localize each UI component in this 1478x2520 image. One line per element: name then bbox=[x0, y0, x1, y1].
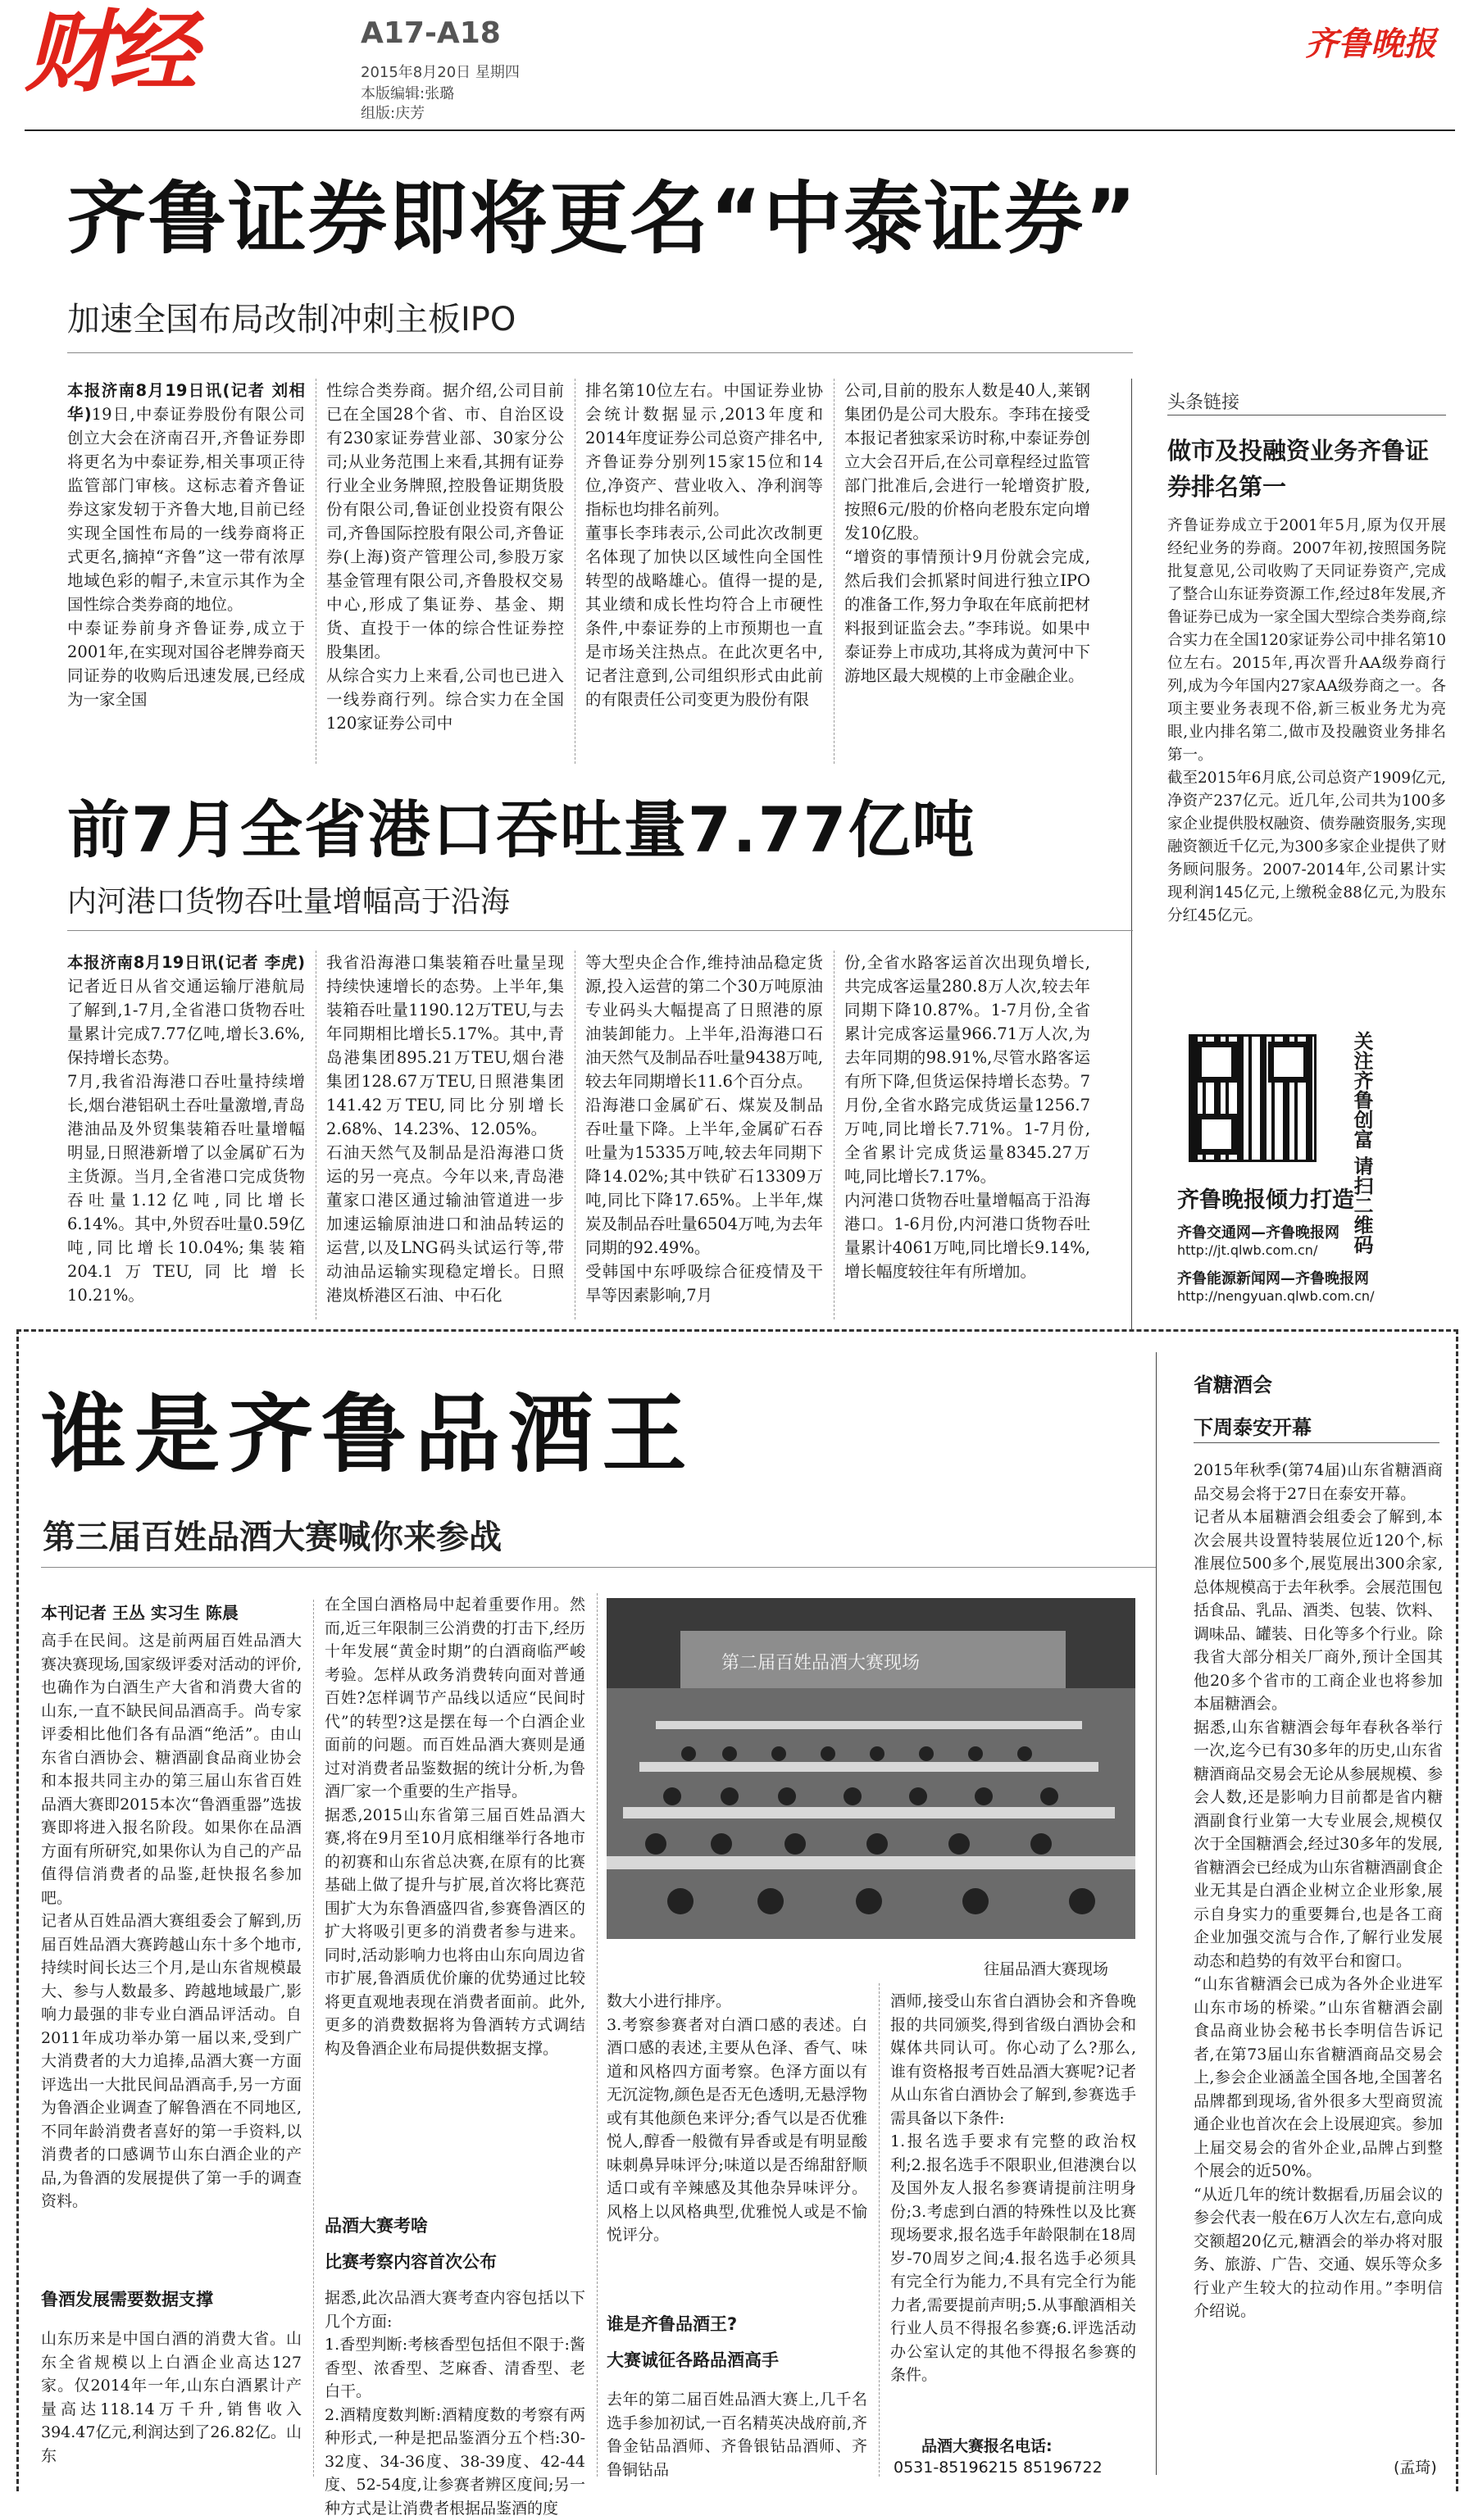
sidebar2-label: 省糖酒会 bbox=[1194, 1374, 1272, 1396]
ad-column-3b: 去年的第二届百姓品酒大赛上,几千名选手参加初试,一百名精英决战府前,齐鲁金钻品酒师、齐鲁银钻品酒师、齐鲁铜钻品 bbox=[607, 2391, 867, 2479]
ad-colrule-3 bbox=[879, 1983, 880, 2477]
editor-credit: 本版编辑:张璐 bbox=[361, 85, 455, 102]
story1-subhead: 加速全国布局改制冲刺主板IPO bbox=[67, 301, 516, 338]
sidebar2-signoff: (孟琦) bbox=[1394, 2459, 1437, 2477]
ad-colrule-2 bbox=[597, 1593, 598, 2477]
story1-column-4: 公司,目前的股东人数是40人,莱钢集团仍是公司大股东。李玮在接受本报记者独家采访时称,中泰证券创立大会召开后,在公司章程经过监管部门批准后,会进行一轮增资扩股,按照6元/股的价格向老股东定向增发10亿股。 “增资的事情预计9月份就会完成,然后我们会抓紧时间进行独立IPO的准备工作,努力争取在年底前把材料报到证监会去。”李玮说。如果中泰证券上市成功,其将成为黄河中下游地区最大规模的上市金融企业。 bbox=[844, 381, 1090, 685]
promo-url1[interactable]: http://jt.qlwb.com.cn/ bbox=[1177, 1242, 1318, 1258]
contest-photo bbox=[607, 1598, 1135, 1939]
promo-slogan: 齐鲁晚报倾力打造 bbox=[1177, 1187, 1354, 1213]
story2-headline: 前7月全省港口吞吐量7.77亿吨 bbox=[67, 793, 976, 866]
ad-column-1: 高手在民间。这是前两届百姓品酒大赛决赛现场,国家级评委对活动的评价,也确作为白酒生产大省和消费大省的山东,一直不缺民间品酒高手。尚专家评委相比他们各有品酒“绝活”。由山东省白酒协会、糖酒副食品商业协会和本报共同主办的第三届山东省百姓品酒大赛即2015本次“鲁酒重器”选拔赛即将进入报名阶段。如果你在品酒方面有所研究,如果你认为自己的产品值得信消费者的品鉴,赶快报名参加吧。 记者从百姓品酒大赛组委会了解到,历届百姓品酒大赛跨越山东十多个地市,持续时间长达三个月,是山东省规模最大、参与人数最多、跨越地域最广,影响力最强的非专业白酒品评活动。自2011年成功举办第一届以来,受到广大消费者的大力追捧,品酒大赛一方面评选出一大批民间品酒高手,另一方面为鲁酒企业调查了解鲁酒在不同地区,不同年龄消费者喜好的第一手资料,以消费者的口感调节山东白酒企业的产品,为鲁酒的发展提供了第一手的调查资料。 bbox=[41, 1632, 302, 2210]
story1-column-2: 性综合类券商。据介绍,公司目前已在全国28个省、市、自治区设有230家证券营业部、30家分公司;从业务范围上来看,其拥有证券行业全业务牌照,控股鲁证期货股份有限公司,鲁证创业投资有限公司,齐鲁国际控股有限公司,齐鲁证券(上海)资产管理公司,参股万家基金管理有限公司,齐鲁股权交易中心,形成了集证券、基金、期货、直投于一体的综合性证券控股集团。 从综合实力上来看,公司也已进入一线券商行列。综合实力在全国120家证券公司中 bbox=[326, 381, 564, 733]
story2-subhead: 内河港口货物吞吐量增幅高于沿海 bbox=[67, 885, 511, 919]
story2-column-3: 等大型央企合作,维持油品稳定货源,投入运营的第二个30万吨原油专业码头大幅提高了日照港的原油装卸能力。上半年,沿海港口石油天然气及制品吞吐量9438万吨,较去年同期增长11.6个百分点。 沿海港口金属矿石、煤炭及制品吞吐量下降。上半年,金属矿石吞吐量为15335万吨,较去年同期下降14.02%;其中铁矿石13309万吨,同比下降17.65%。上半年,煤炭及制品吞吐量6504万吨,为去年同期的92.49%。 受韩国中东呼吸综合征疫情及干旱等因素影响,7月 bbox=[585, 953, 823, 1305]
story1-col1-text: 19日,中泰证券股份有限公司创立大会在济南召开,齐鲁证券即将更名为中泰证券,相关事项正待监管部门审核。这标志着齐鲁证券这家发轫于齐鲁大地,目前已经实现全国性布局的一线券商将正式更名,摘掉“齐鲁”这一带有浓厚地域色彩的帽子,未宣示其作为全国性综合类券商的地位。 中泰证券前身齐鲁证券,成立于2001年,在实现对国谷老牌券商天同证券的收购后迅速发展,已经成为一家全国 bbox=[67, 405, 305, 709]
ad-colrule-1 bbox=[313, 1600, 314, 2477]
phone-label: 品酒大赛报名电话: bbox=[921, 2437, 1053, 2455]
story2-byline: 本报济南8月19日讯(记者 李虎) bbox=[67, 953, 305, 972]
page-range: A17-A18 bbox=[361, 16, 501, 50]
promo-url2[interactable]: http://nengyuan.qlwb.com.cn/ bbox=[1177, 1288, 1375, 1304]
ad-col3-heading: 谁是齐鲁品酒王? bbox=[607, 2314, 738, 2334]
masthead-logo: 齐鲁晚报 bbox=[1305, 25, 1436, 63]
ad-headline: 谁是齐鲁品酒王 bbox=[41, 1384, 696, 1484]
ad-rule bbox=[41, 1567, 1156, 1568]
promo-site2: 齐鲁能源新闻网—齐鲁晚报网 bbox=[1177, 1270, 1369, 1287]
qr-finder-tl bbox=[1196, 1042, 1237, 1083]
designer-credit: 组版:庆芳 bbox=[361, 105, 425, 122]
section-title: 财经 bbox=[25, 2, 193, 104]
story1-rule bbox=[67, 352, 1133, 353]
story2-colrule-3 bbox=[834, 951, 835, 1319]
ad-col1-heading: 鲁酒发展需要数据支撑 bbox=[41, 2290, 213, 2309]
story2-column-2: 我省沿海港口集装箱吞吐量呈现持续快速增长的态势。上半年,集装箱吞吐量1190.12万TEU,与去年同期相比增长5.17%。其中,青岛港集团895.21万TEU,烟台港集团128.67万TEU,日照港集团141.42万TEU,同比分别增长2.68%、14.23%、12.05%。 石油天然气及制品是沿海港口货运的另一亮点。今年以来,青岛港董家口港区通过输油管道进一步加速运输原油进口和油品转运的运营,以及LNG码头试运行等,带动油品运输实现稳定增长。日照港岚桥港区石油、中石化 bbox=[326, 953, 564, 1305]
story2-column-4: 份,全省水路客运首次出现负增长,共完成客运量280.8万人次,较去年同期下降10.87%。1-7月份,全省累计完成客运量966.71万人次,为去年同期的98.91%,尽管水路客运有所下降,但货运保持增长态势。7月份,全省水路完成货运量1256.7万吨,同比增长7.71%。1-7月份,全省累计完成货运量8345.27万吨,同比增长7.17%。 内河港口货物吞吐量增幅高于沿海港口。1-6月份,内河港口货物吞吐量累计4061万吨,同比增长9.14%,增长幅度较往年有所增加。 bbox=[844, 953, 1090, 1281]
story1-column-1 bbox=[67, 379, 305, 764]
story1-column-3: 排名第10位左右。中国证券业协会统计数据显示,2013年度和2014年度证券公司总资产排名中,齐鲁证券分别列15家15位和14位,净资产、营业收入、净利润等指标也均排名前列。 董事长李玮表示,公司此次改制更名体现了加快以区域性向全国性转型的战略雄心。值得一提的是,其业绩和成长性均符合上市硬性条件,中泰证券的上市预期也一直是市场关注热点。在此次更名中,记者注意到,公司组织形式由此前的有限责任公司变更为股份有限 bbox=[585, 381, 823, 709]
ad-subhead: 第三届百姓品酒大赛喊你来参战 bbox=[43, 1519, 502, 1556]
qr-finder-bl bbox=[1196, 1114, 1237, 1155]
sidebar2-rule bbox=[1194, 1442, 1439, 1443]
sidebar2-body: 2015年秋季(第74届)山东省糖酒商品交易会将于27日在泰安开幕。 记者从本届糖酒会组委会了解到,本次会展共设置特装展位近120个,标准展位500多个,展览展出300余家,总体规模高于去年秋季。会展范围包括食品、乳品、酒类、包装、饮料、调味品、罐装、日化等多个行业。除我省大部分相关厂商外,预计全国其他20多个省市的工商企业也将参加本届糖酒会。 据悉,山东省糖酒会每年春秋各举行一次,迄今已有30多年的历史,山东省糖酒商品交易会无论从参展规模、参会人数,还是影响力目前都是省内糖酒副食行业第一大专业展会,规模仅次于全国糖酒会,经过30多年的发展,省糖酒会已经成为山东省糖酒副食企业无其是白酒企业树立企业形象,展示自身实力的重要舞台,也是各工商企业加强交流与合作,了解行业发展动态和趋势的有效平台和窗口。 “山东省糖酒会已成为各外企业进军山东市场的桥梁。”山东省糖酒会副食品商业协会秘书长李明信告诉记者,在第73届山东省糖酒商品交易会上,参会企业涵盖全国各地,全国著名品牌都到现场,省外很多大型商贸流通企业也首次在会上设展迎宾。参加上届交易会的省外企业,品牌占到整个展会的近50%。 “从近几年的统计数据看,历届会议的参会代表一般在6万人次左右,意向成交额超20亿元,糖酒会的举办将对服务、旅游、广告、交通、娱乐等众多行业产生较大的拉动作用。”李明信介绍说。 bbox=[1194, 1461, 1444, 2320]
story1-colrule-3 bbox=[834, 379, 835, 764]
qr-caption: 关注齐鲁创富 请扫二维码 bbox=[1350, 1031, 1373, 1255]
ad-column-2b: 据悉,此次品酒大赛考查内容包括以下几个方面: 1.香型判断:考核香型包括但不限于:酱香型、浓香型、芝麻香、清香型、老白干。 2.酒精度数判断:酒精度数的考察有两种形式,一种是把品鉴酒分五个档:30-32度、34-36度、38-39度、42-44度、52-54度,让参赛者辨区度间;另一种方式是让消费者根据品鉴酒的度 bbox=[325, 2289, 585, 2518]
story2-column-1 bbox=[67, 951, 305, 1319]
ad-column-1b: 山东历来是中国白酒的消费大省。山东全省规模以上白酒企业高达127家。仅2014年一年,山东白酒累计产量高达118.14万千升,销售收入394.47亿元,利润达到了26.82亿。山东 bbox=[41, 2330, 302, 2465]
story2-col1-text: 记者近日从省交通运输厅港航局了解到,1-7月,全省港口货物吞吐量累计完成7.77亿吨,增长3.6%,保持增长态势。 7月,我省沿海港口吞吐量持续增长,烟台港铝矾土吞吐量激增,青岛港油品及外贸集装箱吞吐量增幅明显,日照港新增了以金属矿石为主货源。当月,全省港口完成货物吞吐量1.12亿吨,同比增长6.14%。其中,外贸吞吐量0.59亿吨,同比增长10.04%;集装箱204.1万TEU,同比增长10.21%。 bbox=[67, 977, 305, 1305]
sidebar2-border bbox=[1156, 1352, 1157, 2475]
story1-headline: 齐鲁证券即将更名“中泰证券” bbox=[67, 173, 1139, 265]
ad-col2-heading: 品酒大赛考啥 bbox=[325, 2216, 428, 2236]
photo-caption: 往届品酒大赛现场 bbox=[984, 1960, 1109, 1978]
ad-byline: 本刊记者 王丛 实习生 陈晨 bbox=[41, 1603, 239, 1623]
sidebar2-title: 下周泰安开幕 bbox=[1194, 1416, 1312, 1439]
sidebar1-title: 做市及投融资业务齐鲁证券排名第一 bbox=[1167, 437, 1430, 501]
issue-date: 2015年8月20日 星期四 bbox=[361, 64, 520, 81]
sidebar1-label: 头条链接 bbox=[1167, 393, 1240, 413]
sidebar1-border bbox=[1131, 379, 1132, 1329]
phone-numbers[interactable]: 0531-85196215 85196722 bbox=[894, 2459, 1103, 2477]
ad-column-2: 在全国白酒格局中起着重要作用。然而,近三年限制三公消费的打击下,经历十年发展“黄金时期”的白酒商临严峻考验。怎样从政务消费转向面对普通百姓?怎样调节产品线以适应“民间时代”的转型?这是摆在每一个白酒企业面前的问题。而百姓品酒大赛则是通过对消费者品鉴数据的统计分析,为鲁酒厂家一个重要的生产指导。 据悉,2015山东省第三届百姓品酒大赛,将在9月至10月底相继举行各地市的初赛和山东省总决赛,在原有的比赛基础上做了提升与扩展,首次将比赛范围扩大为东鲁酒盛四省,参赛鲁酒区的扩大将吸引更多的消费者参与进来。同时,活动影响力也将由山东向周边省市扩展,鲁酒质优价廉的优势通过比较将更直观地表现在消费者面前。此外,更多的消费数据将为鲁酒转方式调结构及鲁酒企业布局提供数据支撑。 bbox=[325, 1596, 585, 2058]
ad-column-3: 数大小进行排序。 3.考察参赛者对白酒口感的表述。白酒口感的表述,主要从色泽、香气、味道和风格四方面考察。色泽方面以有无沉淀物,颜色是否无色透明,无悬浮物或有其他颜色来评分;香气以是否优雅悦人,醇香一般微有异香或是有明显酸味刺鼻异味评分;味道以是否绵甜舒顺适口或有辛辣感及其他杂异味评分。风格上以风格典型,优雅悦人或是不愉悦评分。 bbox=[607, 1992, 867, 2244]
qr-finder-tr bbox=[1268, 1042, 1309, 1083]
ad-column-4: 酒师,接受山东省白酒协会和齐鲁晚报的共同颁奖,得到省级白酒协会和媒体共同认可。你心动了么?那么,谁有资格报考百姓品酒大赛呢?记者从山东省白酒协会了解到,参赛选手需具备以下条件: 1.报名选手要求有完整的政治权利;2.报名选手不限职业,但港澳台以及国外友人报名参赛请提前注明身份;3.考虑到白酒的特殊性以及比赛现场要求,报名选手年龄限制在18周岁-70周岁之间;4.报名选手必须具有完全行为能力,不具有完全行为能力者,需要提前声明;5.从事酿酒相关行业人员不得报名参赛;6.评选活动办公室认定的其他不得报名参赛的条件。 bbox=[890, 1992, 1136, 2384]
ad-col2-subheading: 比赛考察内容首次公布 bbox=[325, 2252, 497, 2272]
ad-col3-subheading: 大赛诚征各路品酒高手 bbox=[607, 2350, 779, 2370]
story1-byline: 本报济南8月19日讯(记者 刘相华) bbox=[67, 381, 305, 424]
story2-rule bbox=[67, 930, 1133, 931]
qr-code[interactable] bbox=[1189, 1034, 1317, 1162]
header-divider bbox=[25, 129, 1455, 131]
promo-site1: 齐鲁交通网—齐鲁晚报网 bbox=[1177, 1224, 1339, 1242]
photo-banner: 第二届百姓品酒大赛现场 bbox=[721, 1653, 921, 1673]
sidebar1-body: 齐鲁证券成立于2001年5月,原为仅开展经纪业务的券商。2007年初,按照国务院批复意见,公司收购了天同证券资产,完成了整合山东证券资源工作,经过8年发展,齐鲁证券已成为一家全国大型综合类券商,综合实力在全国120家证券公司中排名第10位左右。2015年,再次晋升AA级券商行列,成为今年国内27家AA级券商之一。各项主要业务表现不俗,新三板业务尤为亮眼,业内排名第二,做市及投融资业务排名第一。 截至2015年6月底,公司总资产1909亿元,净资产237亿元。近几年,公司共为100多家企业提供股权融资、债券融资服务,实现融资额近千亿元,为300多家企业提供了财务顾问服务。2007-2014年,公司累计实现利润145亿元,上缴税金88亿元,为股东分红45亿元。 bbox=[1167, 517, 1446, 924]
